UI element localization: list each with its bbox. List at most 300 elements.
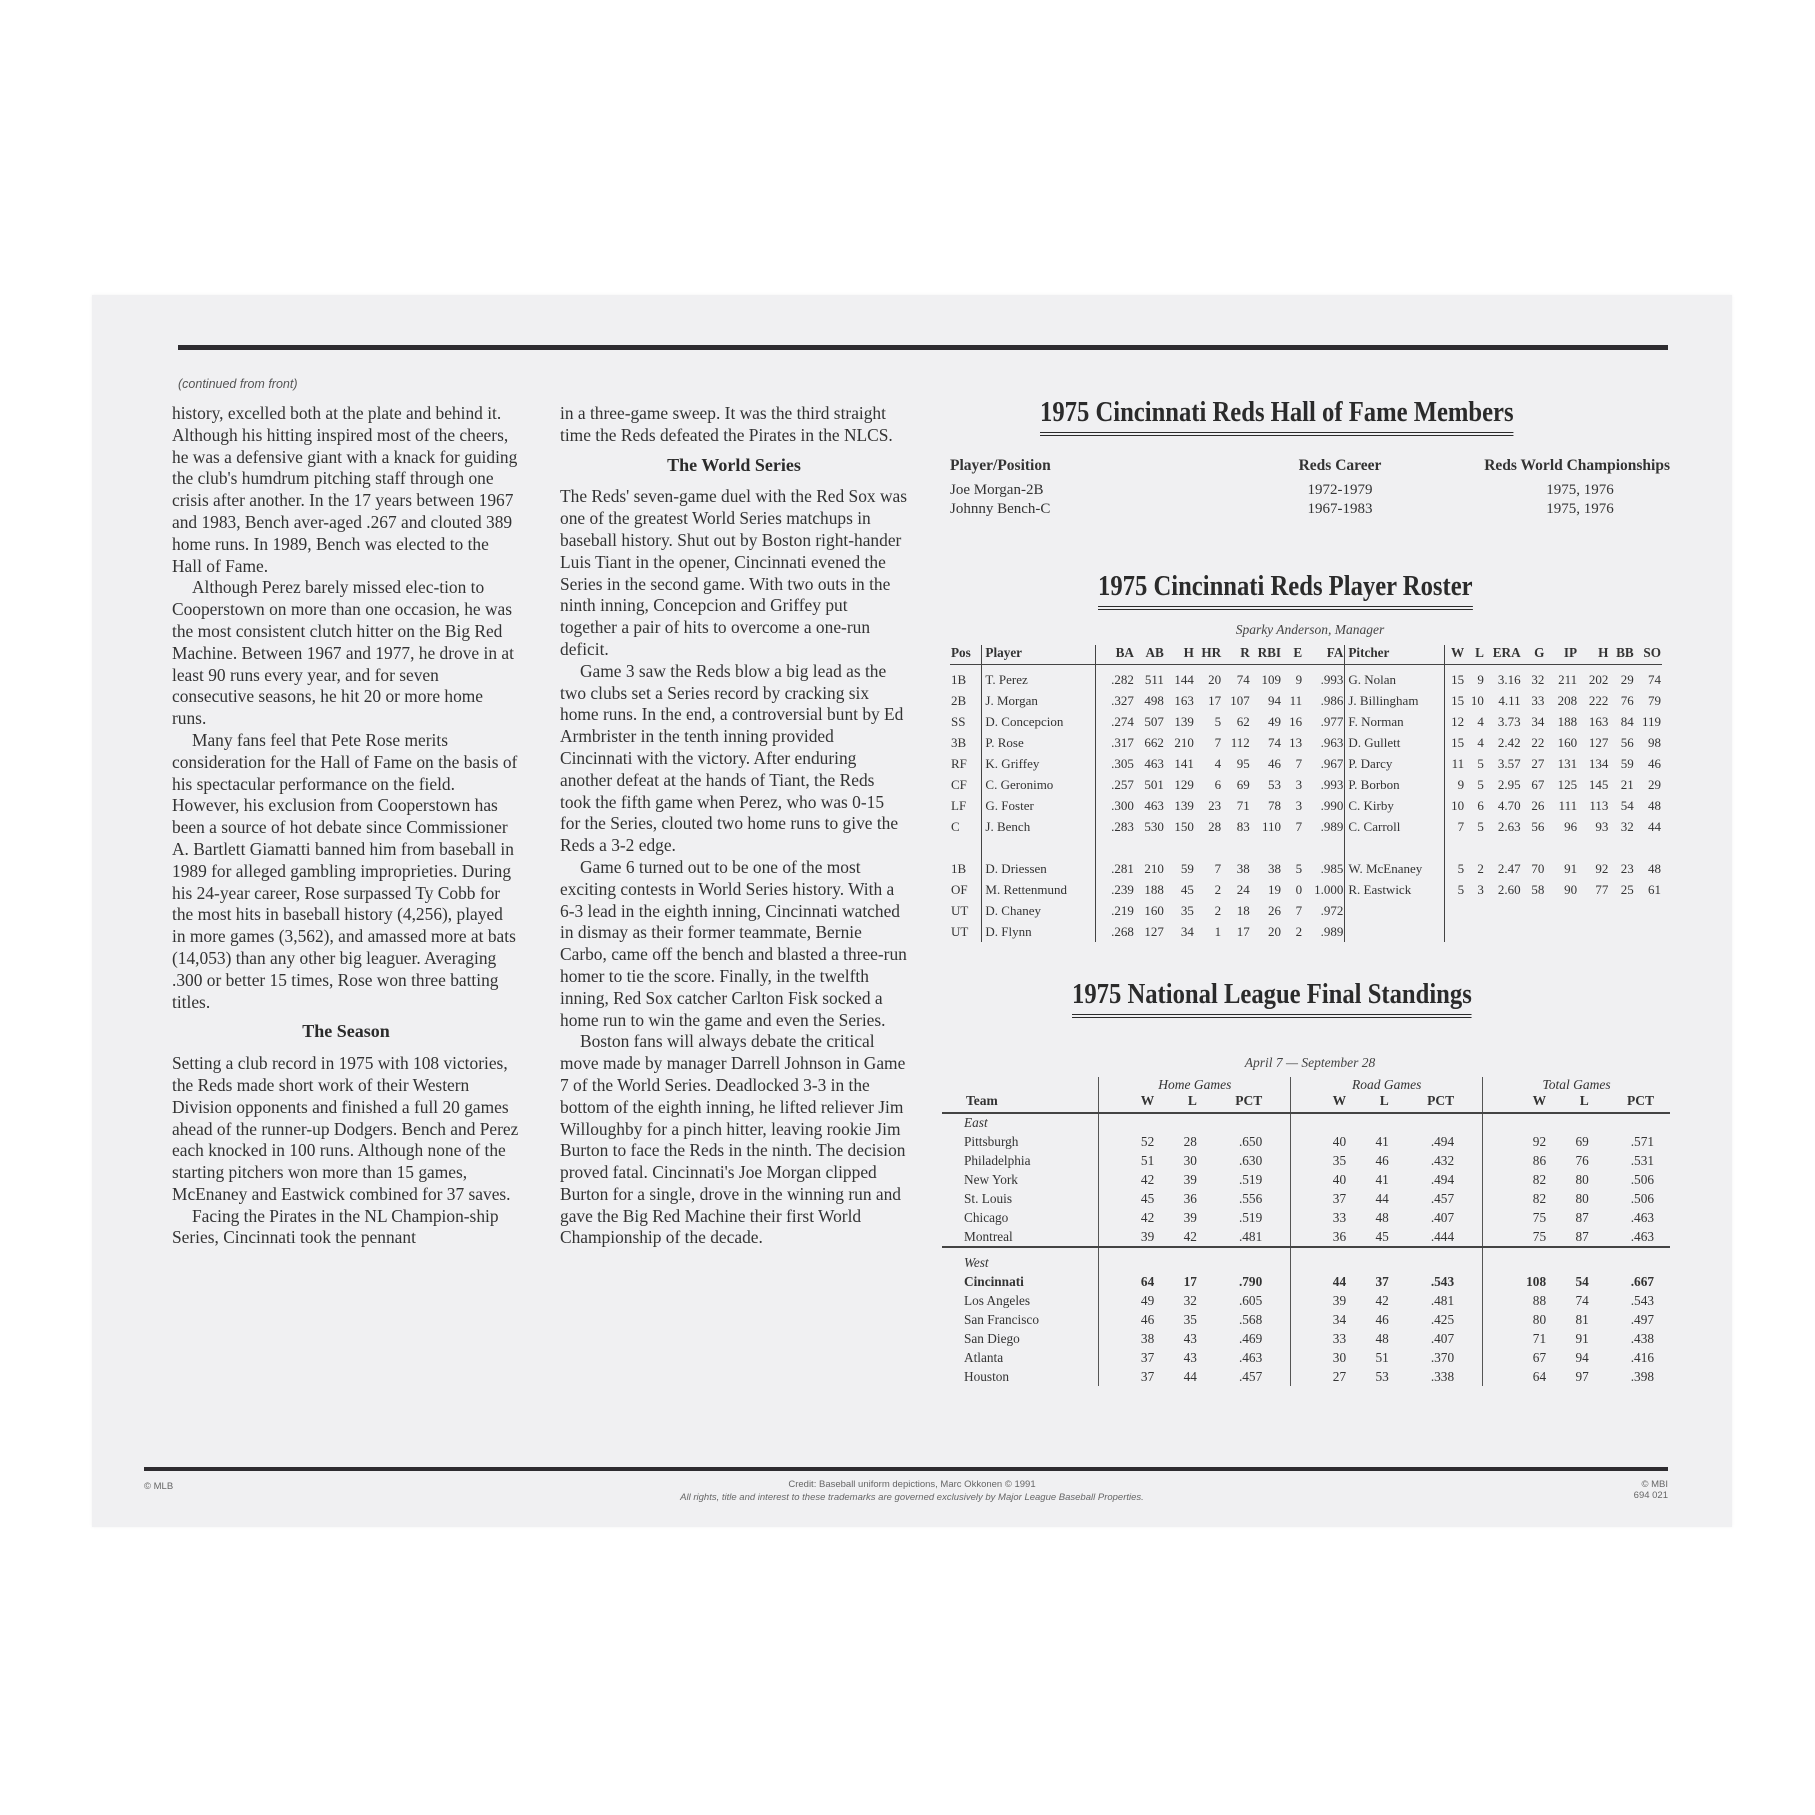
roster-cell: 94 bbox=[1268, 692, 1282, 708]
roster-cell: 5 bbox=[1295, 860, 1303, 876]
roster-cell: 3B bbox=[951, 734, 967, 750]
roster-cell: 2 bbox=[1214, 881, 1222, 897]
home-games-header: Home Games bbox=[1099, 1077, 1291, 1093]
roster-cell: 111 bbox=[1558, 797, 1578, 813]
standings-cell: 75 bbox=[1483, 1208, 1548, 1227]
roster-cell: 70 bbox=[1531, 860, 1545, 876]
standings-cell: 76 bbox=[1575, 1152, 1589, 1168]
division-label: East bbox=[964, 1115, 988, 1130]
team-name: Pittsburgh bbox=[964, 1133, 1019, 1149]
roster-cell: 56 bbox=[1531, 818, 1545, 834]
division-label: West bbox=[964, 1255, 989, 1270]
standings-cell: 67 bbox=[1483, 1348, 1548, 1367]
roster-cell: D. Driessen bbox=[982, 858, 1096, 879]
roster-cell: 2.47 bbox=[1497, 860, 1521, 876]
pct-header: PCT bbox=[1199, 1093, 1291, 1113]
roster-cell: 139 bbox=[1174, 797, 1194, 813]
roster-cell bbox=[1522, 900, 1546, 921]
roster-cell: 15 bbox=[1444, 665, 1465, 691]
standings-cell: 86 bbox=[1483, 1151, 1548, 1170]
roster-cell: .985 bbox=[1320, 860, 1344, 876]
roster-cell: 530 bbox=[1144, 818, 1164, 834]
roster-cell bbox=[1578, 900, 1609, 921]
roster-cell: 7 bbox=[1444, 816, 1465, 837]
roster-cell bbox=[1635, 900, 1662, 921]
table-row bbox=[942, 1151, 1670, 1170]
roster-cell: 46 bbox=[1648, 755, 1661, 771]
table-row bbox=[950, 732, 1662, 753]
roster-cell: 222 bbox=[1588, 692, 1609, 708]
roster-cell: .239 bbox=[1096, 879, 1135, 900]
roster-cell: 15 bbox=[1444, 690, 1465, 711]
roster-cell: 18 bbox=[1236, 902, 1250, 918]
roster-header: H bbox=[1165, 645, 1195, 665]
roster-cell: 83 bbox=[1236, 818, 1250, 834]
standings-cell: 54 bbox=[1575, 1273, 1589, 1289]
standings-cell: 53 bbox=[1375, 1368, 1389, 1384]
roster-header: RBI bbox=[1251, 645, 1282, 665]
roster-cell: 163 bbox=[1588, 713, 1609, 729]
roster-cell bbox=[1545, 900, 1578, 921]
roster-cell: 10 bbox=[1470, 692, 1484, 708]
roster-cell: 29 bbox=[1648, 776, 1661, 792]
roster-cell: 9 bbox=[1477, 671, 1484, 687]
text-column-1 bbox=[172, 403, 520, 1249]
standings-cell: .432 bbox=[1430, 1152, 1455, 1168]
roster-cell: 7 bbox=[1295, 818, 1303, 834]
division-row bbox=[942, 1113, 1670, 1132]
roster-cell: 662 bbox=[1144, 734, 1164, 750]
standings-cell: .519 bbox=[1238, 1209, 1263, 1225]
paragraph: in a three-game sweep. It was the third straight time the Reds defeated the Pirates in the NLCS. bbox=[560, 403, 893, 445]
standings-cell: .407 bbox=[1430, 1209, 1455, 1225]
roster-cell: 46 bbox=[1268, 755, 1282, 771]
standings-cell: 41 bbox=[1375, 1171, 1389, 1187]
team-name: Houston bbox=[964, 1368, 1010, 1384]
roster-cell: 56 bbox=[1620, 734, 1634, 750]
roster-cell: 91 bbox=[1564, 860, 1578, 876]
roster-cell bbox=[1165, 837, 1195, 858]
standings-cell: 44 bbox=[1183, 1368, 1197, 1384]
roster-cell: 134 bbox=[1588, 755, 1609, 771]
roster-title: 1975 Cincinnati Reds Player Roster bbox=[1098, 571, 1473, 610]
roster-cell: 77 bbox=[1595, 881, 1609, 897]
standings-cell: .457 bbox=[1238, 1368, 1263, 1384]
roster-cell bbox=[1578, 837, 1609, 858]
roster-cell bbox=[1345, 921, 1444, 942]
standings-cell: 45 bbox=[1375, 1228, 1389, 1244]
roster-cell: 107 bbox=[1230, 692, 1250, 708]
roster-cell: 49 bbox=[1268, 713, 1282, 729]
roster-cell bbox=[1465, 837, 1485, 858]
roster-cell: C. Geronimo bbox=[982, 774, 1096, 795]
standings-cell: .667 bbox=[1630, 1273, 1654, 1289]
standings-cell: 37 bbox=[1291, 1189, 1348, 1208]
roster-cell: 125 bbox=[1557, 776, 1578, 792]
roster-header: E bbox=[1282, 645, 1303, 665]
roster-cell: .972 bbox=[1320, 902, 1344, 918]
standings-cell: 44 bbox=[1291, 1272, 1348, 1291]
roster-cell: .300 bbox=[1096, 795, 1135, 816]
roster-cell: .990 bbox=[1320, 797, 1344, 813]
roster-cell: 84 bbox=[1620, 713, 1634, 729]
standings-cell: 80 bbox=[1575, 1171, 1589, 1187]
roster-cell: 59 bbox=[1180, 860, 1194, 876]
roster-cell bbox=[1282, 837, 1303, 858]
roster-cell: RF bbox=[951, 755, 967, 771]
roster-cell: 34 bbox=[1180, 923, 1194, 939]
w-header: W bbox=[1483, 1093, 1548, 1113]
roster-cell: 20 bbox=[1208, 671, 1222, 687]
team-name: San Diego bbox=[964, 1330, 1020, 1346]
roster-cell: OF bbox=[951, 881, 968, 897]
roster-cell: J. Billingham bbox=[1345, 690, 1444, 711]
roster-cell: 34 bbox=[1531, 713, 1545, 729]
team-name: Chicago bbox=[964, 1209, 1009, 1225]
roster-cell: F. Norman bbox=[1345, 711, 1444, 732]
standings-cell: 39 bbox=[1183, 1209, 1197, 1225]
roster-cell: 61 bbox=[1648, 881, 1661, 897]
standings-cell: 48 bbox=[1375, 1330, 1389, 1346]
table-row bbox=[950, 481, 1670, 500]
roster-cell: 4 bbox=[1214, 755, 1222, 771]
team-name: St. Louis bbox=[964, 1190, 1013, 1206]
standings-cell: 71 bbox=[1483, 1329, 1548, 1348]
roster-cell: 2.42 bbox=[1497, 734, 1521, 750]
table-row bbox=[942, 1291, 1670, 1310]
roster-cell: 210 bbox=[1174, 734, 1194, 750]
roster-cell: 98 bbox=[1648, 734, 1661, 750]
footer-left: © MLB bbox=[144, 1481, 174, 1492]
roster-header: AB bbox=[1135, 645, 1165, 665]
standings-title: 1975 National League Final Standings bbox=[1072, 979, 1472, 1018]
roster-cell: 67 bbox=[1531, 776, 1545, 792]
roster-cell: 45 bbox=[1180, 881, 1194, 897]
roster-cell: 202 bbox=[1588, 671, 1609, 687]
roster-header: IP bbox=[1545, 645, 1578, 665]
standings-cell: .370 bbox=[1430, 1349, 1455, 1365]
roster-cell: UT bbox=[951, 902, 969, 918]
standings-cell: 39 bbox=[1183, 1171, 1197, 1187]
roster-cell: .986 bbox=[1320, 692, 1344, 708]
l-header: L bbox=[1548, 1093, 1591, 1113]
roster-cell: 131 bbox=[1557, 755, 1578, 771]
standings-cell: 91 bbox=[1575, 1330, 1589, 1346]
division-row bbox=[942, 1254, 1670, 1272]
roster-cell: 188 bbox=[1144, 881, 1164, 897]
roster-cell: 208 bbox=[1557, 692, 1578, 708]
standings-cell: 51 bbox=[1375, 1349, 1389, 1365]
roster-cell: 27 bbox=[1531, 755, 1545, 771]
team-header: Team bbox=[942, 1093, 1099, 1113]
roster-cell: 54 bbox=[1620, 797, 1634, 813]
roster-cell: 76 bbox=[1620, 692, 1634, 708]
roster-cell bbox=[1545, 921, 1578, 942]
standings-cell: .481 bbox=[1238, 1228, 1263, 1244]
roster-cell: M. Rettenmund bbox=[982, 879, 1096, 900]
standings-cell: 42 bbox=[1375, 1292, 1389, 1308]
bottom-rule bbox=[144, 1467, 1668, 1471]
roster-cell bbox=[1578, 921, 1609, 942]
standings-cell: 42 bbox=[1183, 1228, 1197, 1244]
standings-cell: 46 bbox=[1099, 1310, 1156, 1329]
standings-cell: .790 bbox=[1238, 1273, 1263, 1289]
table-row bbox=[942, 1272, 1670, 1291]
standings-cell: .463 bbox=[1630, 1209, 1654, 1225]
table-row bbox=[942, 1170, 1670, 1189]
standings-cell: .416 bbox=[1630, 1349, 1654, 1365]
paragraph: Boston fans will always debate the critical move made by manager Darrell Johnson in Game 7 of the World Series. Deadlocked 3-3 in the bottom of the eighth inning, he lifted reliever Jim Willoughby for a pinch hitter, leaving rookie Jim Burton to face the Reds in the ninth. The decision proved fatal. Cincinnati's Joe Morgan clipped Burton for a single, drove in the winning run and gave the Big Red Machine their first World Championship of the decade. bbox=[560, 1031, 906, 1248]
roster-cell: C. Kirby bbox=[1345, 795, 1444, 816]
l-header: L bbox=[1156, 1093, 1199, 1113]
roster-cell: W. McEnaney bbox=[1345, 858, 1444, 879]
standings-cell: 92 bbox=[1483, 1132, 1548, 1151]
roster-cell: 48 bbox=[1648, 860, 1661, 876]
roster-cell: SS bbox=[951, 713, 966, 729]
standings-cell: 49 bbox=[1099, 1291, 1156, 1310]
standings-cell: 43 bbox=[1183, 1330, 1197, 1346]
road-games-header: Road Games bbox=[1291, 1077, 1483, 1093]
roster-cell bbox=[1195, 837, 1222, 858]
standings-cell: 45 bbox=[1099, 1189, 1156, 1208]
roster-cell: G. Nolan bbox=[1345, 665, 1444, 691]
roster-cell: 53 bbox=[1268, 776, 1282, 792]
standings-cell: .457 bbox=[1430, 1190, 1455, 1206]
l-header: L bbox=[1348, 1093, 1391, 1113]
roster-cell: 9 bbox=[1295, 671, 1303, 687]
roster-cell: 110 bbox=[1262, 818, 1282, 834]
roster-table bbox=[950, 645, 1662, 942]
continued-note: (continued from front) bbox=[178, 377, 298, 391]
standings-cell: 30 bbox=[1183, 1152, 1197, 1168]
roster-cell: 62 bbox=[1236, 713, 1250, 729]
standings-cell: .497 bbox=[1630, 1311, 1654, 1327]
roster-cell: 501 bbox=[1144, 776, 1164, 792]
roster-cell: .993 bbox=[1320, 776, 1344, 792]
roster-cell: 5 bbox=[1477, 776, 1484, 792]
section-heading: The World Series bbox=[667, 454, 801, 475]
roster-cell: 112 bbox=[1230, 734, 1250, 750]
standings-cell: .543 bbox=[1430, 1273, 1455, 1289]
standings-cell: .506 bbox=[1630, 1190, 1654, 1206]
roster-cell: 93 bbox=[1595, 818, 1609, 834]
roster-cell bbox=[982, 837, 1096, 858]
roster-cell: 11 bbox=[1444, 753, 1465, 774]
roster-header: SO bbox=[1635, 645, 1662, 665]
roster-cell: 7 bbox=[1295, 902, 1303, 918]
roster-cell: 22 bbox=[1531, 734, 1545, 750]
standings-cell: 42 bbox=[1099, 1208, 1156, 1227]
standings-cell: .494 bbox=[1430, 1171, 1455, 1187]
roster-cell: 7 bbox=[1214, 734, 1222, 750]
roster-cell bbox=[1096, 837, 1135, 858]
roster-cell: 4 bbox=[1477, 713, 1484, 729]
standings-cell: .605 bbox=[1238, 1292, 1263, 1308]
roster-cell: 160 bbox=[1144, 902, 1164, 918]
roster-cell: .963 bbox=[1320, 734, 1344, 750]
roster-cell bbox=[1635, 921, 1662, 942]
standings-cell: .506 bbox=[1630, 1171, 1654, 1187]
roster-cell: 160 bbox=[1557, 734, 1578, 750]
roster-cell: G. Foster bbox=[982, 795, 1096, 816]
roster-cell: 38 bbox=[1268, 860, 1282, 876]
standings-cell: 39 bbox=[1099, 1227, 1156, 1247]
table-row bbox=[950, 753, 1662, 774]
standings-cell: .568 bbox=[1238, 1311, 1263, 1327]
roster-cell: .993 bbox=[1320, 671, 1344, 687]
roster-cell: C bbox=[951, 818, 960, 834]
roster-cell: 35 bbox=[1180, 902, 1194, 918]
roster-cell: 17 bbox=[1208, 692, 1222, 708]
roster-cell: 3 bbox=[1295, 776, 1303, 792]
roster-cell: 150 bbox=[1174, 818, 1194, 834]
roster-cell: D. Flynn bbox=[982, 921, 1096, 942]
text-column-2 bbox=[560, 403, 908, 1249]
standings-cell: 32 bbox=[1183, 1292, 1197, 1308]
table-row bbox=[950, 921, 1662, 942]
table-row bbox=[950, 500, 1670, 519]
standings-cell: 33 bbox=[1291, 1329, 1348, 1348]
roster-cell: 129 bbox=[1174, 776, 1194, 792]
standings-cell: .469 bbox=[1238, 1330, 1263, 1346]
roster-cell: 5 bbox=[1214, 713, 1222, 729]
roster-cell: 163 bbox=[1174, 692, 1194, 708]
roster-cell: D. Gullett bbox=[1345, 732, 1444, 753]
roster-cell: 11 bbox=[1289, 692, 1303, 708]
table-row bbox=[950, 858, 1662, 879]
paragraph: Game 3 saw the Reds blow a big lead as the two clubs set a Series record by cracking six home runs. In the end, a controversial bunt by Ed Armbrister in the tenth inning provided Cincinnati with the victory. After enduring another defeat at the hands of Tiant, the Reds took the fifth game when Perez, who was 0-15 for the Series, clouted two home runs to give the Reds a 3-2 edge. bbox=[560, 660, 904, 856]
roster-cell bbox=[1485, 921, 1522, 942]
total-games-header: Total Games bbox=[1483, 1077, 1670, 1093]
standings-cell: 27 bbox=[1291, 1367, 1348, 1386]
standings-cell: .556 bbox=[1238, 1190, 1263, 1206]
hof-table bbox=[950, 457, 1670, 519]
roster-cell bbox=[1522, 837, 1546, 858]
standings-cell: 37 bbox=[1099, 1348, 1156, 1367]
standings-cell: 28 bbox=[1183, 1133, 1197, 1149]
paragraph: Many fans feel that Pete Rose merits consideration for the Hall of Fame on the basis of his spectacular performance on the field. However, his exclusion from Cooperstown has been a source of hot debate since Commissioner A. Bartlett Giamatti banned him from baseball in 1989 for alleged gambling improprieties. During his 24-year career, Rose surpassed Ty Cobb for the most hits in baseball history (4,256), played in more games (3,562), and amassed more at bats (14,053) than any other big leaguer. Averaging .300 or better 15 times, Rose won three batting titles. bbox=[172, 729, 518, 1012]
standings-cell: 37 bbox=[1099, 1367, 1156, 1386]
roster-cell: 12 bbox=[1444, 711, 1465, 732]
standings-cell: 43 bbox=[1183, 1349, 1197, 1365]
roster-cell: 119 bbox=[1641, 713, 1661, 729]
roster-cell: 4 bbox=[1477, 734, 1484, 750]
standings-cell: 81 bbox=[1575, 1311, 1589, 1327]
roster-cell: 78 bbox=[1268, 797, 1282, 813]
roster-cell: 28 bbox=[1208, 818, 1222, 834]
pct-header: PCT bbox=[1391, 1093, 1483, 1113]
standings-cell: 75 bbox=[1483, 1227, 1548, 1247]
hof-cell: 1967-1983 bbox=[1307, 501, 1373, 517]
roster-cell: 79 bbox=[1648, 692, 1661, 708]
standings-cell: .463 bbox=[1630, 1228, 1654, 1244]
standings-cell: 80 bbox=[1483, 1310, 1548, 1329]
roster-cell: 92 bbox=[1595, 860, 1609, 876]
roster-cell: 2 bbox=[1477, 860, 1484, 876]
standings-cell: 44 bbox=[1375, 1190, 1389, 1206]
standings-cell: 64 bbox=[1483, 1367, 1548, 1386]
roster-cell: 4.70 bbox=[1497, 797, 1521, 813]
roster-cell: 24 bbox=[1236, 881, 1250, 897]
roster-cell bbox=[1135, 837, 1165, 858]
roster-cell: 0 bbox=[1295, 881, 1303, 897]
roster-cell: 21 bbox=[1620, 776, 1634, 792]
roster-cell: 95 bbox=[1236, 755, 1250, 771]
roster-cell bbox=[1545, 837, 1578, 858]
standings-cell: 40 bbox=[1291, 1132, 1348, 1151]
roster-cell: .219 bbox=[1096, 900, 1135, 921]
footer-credit: Credit: Baseball uniform depictions, Marc Okkonen © 1991 bbox=[788, 1479, 1036, 1490]
roster-cell: 2.60 bbox=[1497, 881, 1521, 897]
roster-cell: K. Griffey bbox=[982, 753, 1096, 774]
roster-cell: 59 bbox=[1620, 755, 1634, 771]
roster-cell: .989 bbox=[1320, 923, 1344, 939]
standings-cell: 36 bbox=[1291, 1227, 1348, 1247]
roster-cell: 90 bbox=[1564, 881, 1578, 897]
roster-cell: 511 bbox=[1144, 671, 1164, 687]
paragraph: Game 6 turned out to be one of the most exciting contests in World Series history. With a 6-3 lead in the eighth inning, Cincinnati watched in dismay as their former teammate, Bernie Carbo, came off the bench and blasted a three-run homer to tie the score. Finally, in the twelfth inning, Red Sox catcher Carlton Fisk socked a home run to win the game and even the Series. bbox=[560, 856, 907, 1030]
roster-cell: 5 bbox=[1444, 858, 1465, 879]
roster-cell bbox=[1444, 837, 1465, 858]
table-row bbox=[942, 1132, 1670, 1151]
standings-cell: 80 bbox=[1575, 1190, 1589, 1206]
w-header: W bbox=[1099, 1093, 1156, 1113]
roster-cell: 2 bbox=[1295, 923, 1303, 939]
roster-cell: 23 bbox=[1620, 860, 1634, 876]
standings-cell: 35 bbox=[1183, 1311, 1197, 1327]
roster-cell: 23 bbox=[1208, 797, 1222, 813]
roster-cell: .977 bbox=[1320, 713, 1344, 729]
roster-cell: 210 bbox=[1144, 860, 1164, 876]
roster-cell: 69 bbox=[1236, 776, 1250, 792]
roster-cell bbox=[1465, 900, 1485, 921]
standings-cell: 52 bbox=[1099, 1132, 1156, 1151]
roster-cell: 1.000 bbox=[1314, 881, 1344, 897]
standings-cell: .531 bbox=[1630, 1152, 1654, 1168]
roster-header: L bbox=[1465, 645, 1485, 665]
paragraph: Although Perez barely missed elec-tion to Cooperstown on more than one occasion, he was the most consistent clutch hitter on the Big Red Machine. Between 1967 and 1977, he drove in at least 90 runs every year, and for seven consecutive seasons, he hit 20 or more home runs. bbox=[172, 577, 514, 729]
roster-header: Player bbox=[982, 645, 1096, 665]
roster-cell: 1B bbox=[951, 860, 967, 876]
roster-cell: 13 bbox=[1289, 734, 1303, 750]
roster-cell: 44 bbox=[1648, 818, 1661, 834]
standings-cell: .398 bbox=[1630, 1368, 1654, 1384]
roster-cell: 74 bbox=[1268, 734, 1282, 750]
standings-cell: .444 bbox=[1430, 1228, 1455, 1244]
roster-cell: 5 bbox=[1477, 818, 1484, 834]
roster-cell: 498 bbox=[1144, 692, 1164, 708]
roster-cell bbox=[1465, 921, 1485, 942]
standings-cell: .543 bbox=[1630, 1292, 1654, 1308]
roster-cell: 141 bbox=[1174, 755, 1194, 771]
hof-cell: 1975, 1976 bbox=[1546, 501, 1614, 517]
team-name: Atlanta bbox=[964, 1349, 1004, 1365]
roster-cell: 4.11 bbox=[1498, 692, 1521, 708]
roster-cell bbox=[1485, 837, 1522, 858]
standings-cell: 46 bbox=[1375, 1311, 1389, 1327]
hof-header: Reds Career bbox=[1298, 457, 1382, 474]
standings-cell: 39 bbox=[1291, 1291, 1348, 1310]
table-row bbox=[942, 1227, 1670, 1247]
roster-cell: 19 bbox=[1268, 881, 1282, 897]
roster-cell: UT bbox=[951, 923, 969, 939]
table-row bbox=[950, 900, 1662, 921]
standings-cell: 48 bbox=[1375, 1209, 1389, 1225]
roster-cell bbox=[1345, 837, 1444, 858]
paragraph: The Reds' seven-game duel with the Red Sox was one of the greatest World Series matchups in baseball history. Shut out by Boston right-hander Luis Tiant in the opener, Cincinnati evened the Series in the second game. With two outs in the ninth inning, Concepcion and Griffey put together a pair of hits to overcome a one-run deficit. bbox=[560, 486, 908, 659]
standings-cell: .481 bbox=[1430, 1292, 1455, 1308]
team-name: Montreal bbox=[964, 1228, 1013, 1244]
